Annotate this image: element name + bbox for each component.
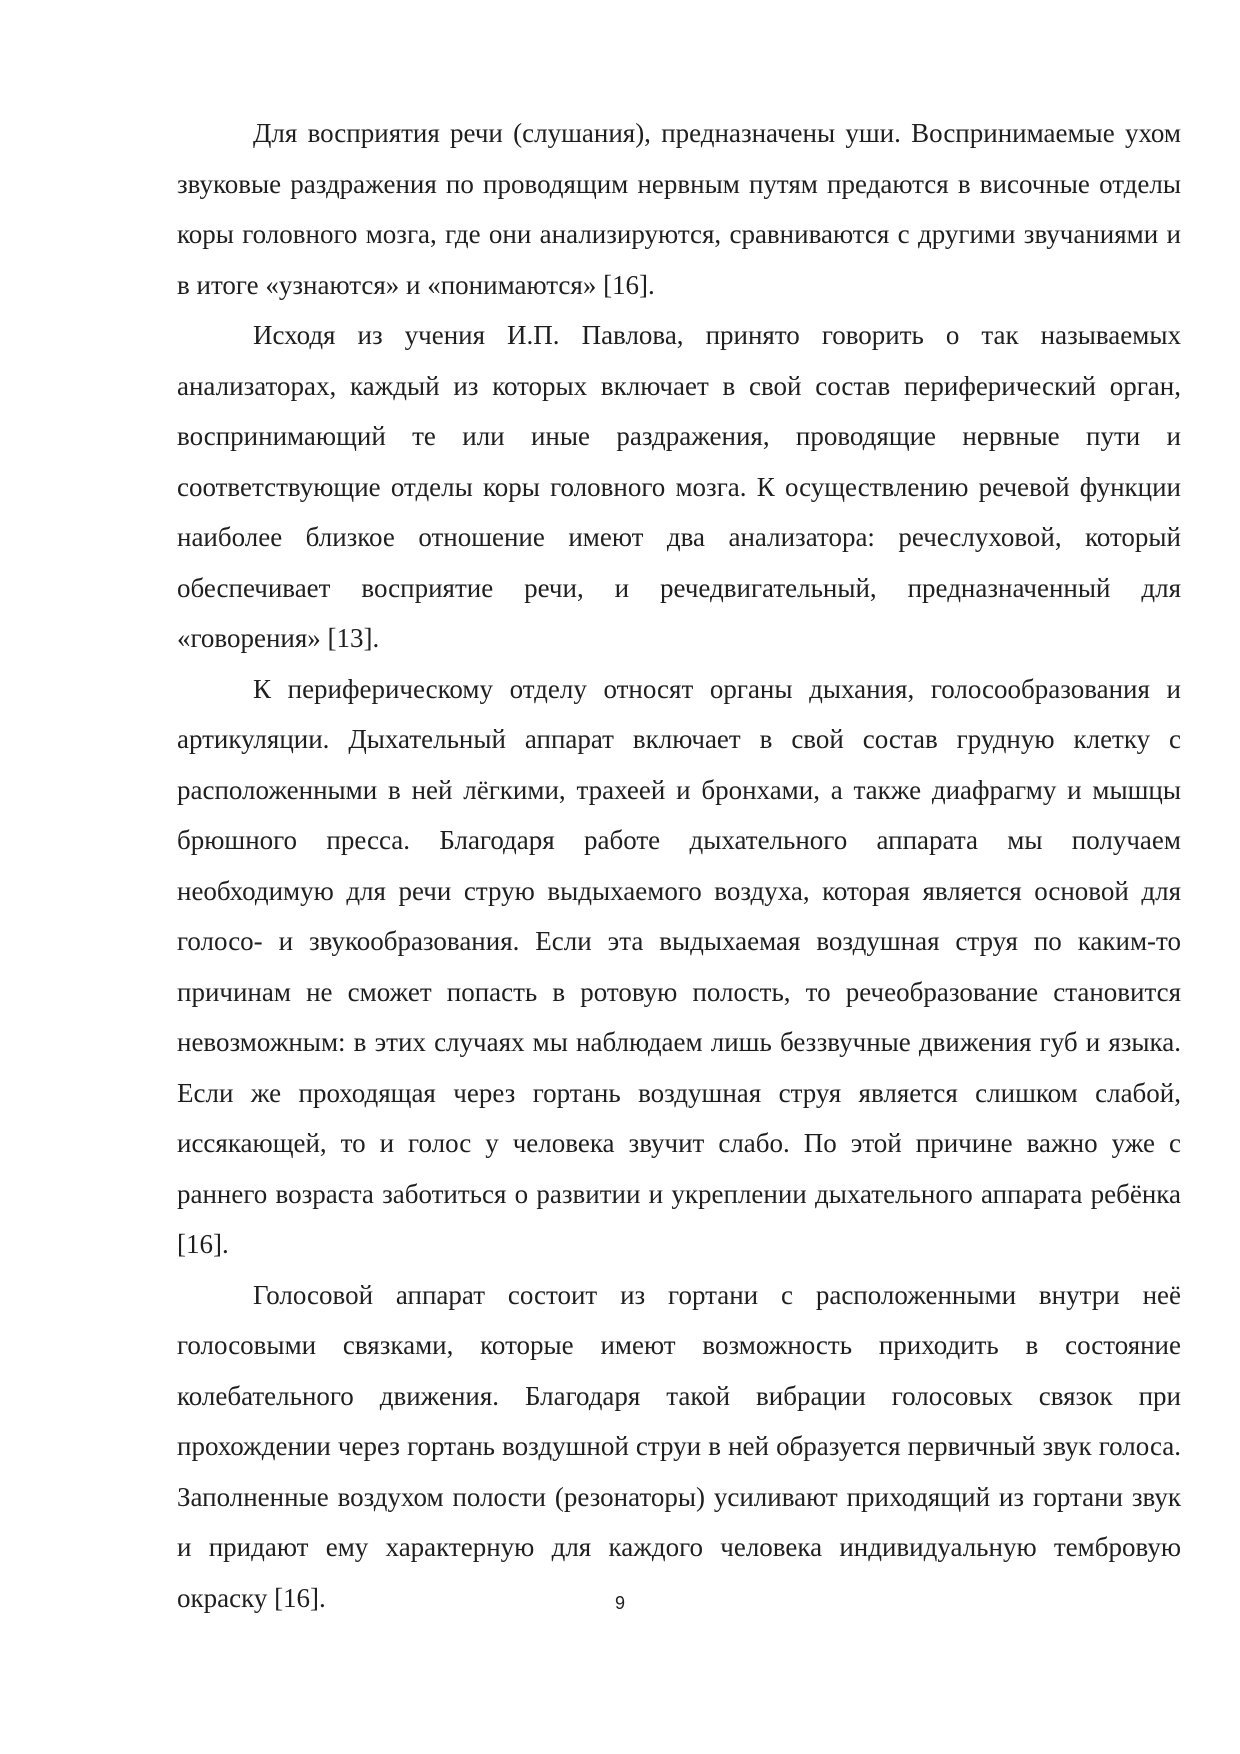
page-number: 9: [614, 1593, 625, 1613]
paragraph-analyzers: Исходя из учения И.П. Павлова, принято говорить о так называемых анализаторах, каждый из которых включает в свой состав периферический орган, воспринимающий те или иные раздражения, проводящие нервные пути и соответствующие отделы коры головного мозга. К осуществлению речевой функции наиболее близкое отношение имеют два анализатора: речеслуховой, который обеспечивает восприятие речи, и речедвигательный, предназначенный для «говорения» [13].: [177, 320, 1181, 653]
paragraph-hearing: Для восприятия речи (слушания), предназначены уши. Воспринимаемые ухом звуковые раздражения по проводящим нервным путям предаются в височные отделы коры головного мозга, где они анализируются, сравниваются с другими звучаниями и в итоге «узнаются» и «понимаются» [16].: [177, 118, 1181, 300]
paragraph-voice-apparatus: Голосовой аппарат состоит из гортани с расположенными внутри неё голосовыми связками, которые имеют возможность приходить в состояние колебательного движения. Благодаря такой вибрации голосовых связок при прохождении через гортань воздушной струи в ней образуется первичный звук голоса. Заполненные воздухом полости (резонаторы) усиливают приходящий из гортани звук и придают ему характерную для каждого человека индивидуальную тембровую окраску [16].: [177, 1279, 1181, 1613]
paragraph-respiratory-apparatus: К периферическому отделу относят органы дыхания, голосообразования и артикуляции. Дыхательный аппарат включает в свой состав грудную клетку с расположенными в ней лёгкими, трахеей и бронхами, а также диафрагму и мышцы брюшного пресса. Благодаря работе дыхательного аппарата мы получаем необходимую для речи струю выдыхаемого воздуха, которая является основой для голосо- и звукообразования. Если эта выдыхаемая воздушная струя по каким-то причинам не сможет попасть в ротовую полость, то речеобразование становится невозможным: в этих случаях мы наблюдаем лишь беззвучные движения губ и языка. Если же проходящая через гортань воздушная струя является слишком слабой, иссякающей, то и голос у человека звучит слабо. По этой причине важно уже с раннего возраста заботиться о развитии и укреплении дыхательного аппарата ребёнка [16].: [177, 673, 1181, 1259]
text-body: [177, 108, 1181, 1623]
